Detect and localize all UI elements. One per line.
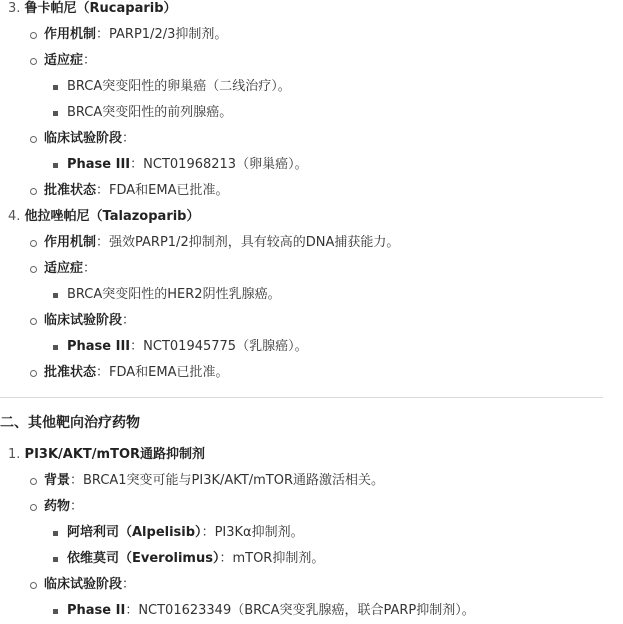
trial-phase-item — [67, 602, 475, 620]
trial-row — [44, 130, 135, 148]
list-item-pi3k-title — [8, 446, 205, 464]
trial-label: 临床试验阶段 — [44, 131, 123, 146]
indication-text: BRCA突变阳性的HER2阴性乳腺癌。 — [67, 287, 281, 302]
indication-label: 适应症 — [44, 261, 84, 276]
trial-label: 临床试验阶段 — [44, 313, 123, 328]
circle-bullet-icon — [30, 478, 37, 485]
circle-bullet-icon — [30, 266, 37, 273]
drugs-row — [44, 498, 83, 516]
approval-label: 批准状态 — [44, 365, 97, 380]
circle-bullet-icon — [30, 136, 37, 143]
drug-class-title: PI3K/AKT/mTOR通路抑制剂 — [24, 447, 206, 462]
mechanism-text: ：PARP1/2/3抑制剂。 — [96, 27, 228, 42]
background-row — [44, 472, 384, 490]
phase-text: ：NCT01968213（卵巢癌）。 — [130, 157, 308, 172]
indication-row — [44, 52, 96, 70]
square-bullet-icon — [53, 85, 58, 90]
indication-suffix: ： — [83, 53, 97, 68]
square-bullet-icon — [53, 609, 58, 614]
mechanism-row — [44, 234, 399, 252]
mechanism-text: ：强效PARP1/2抑制剂，具有较高的DNA捕获能力。 — [96, 235, 400, 250]
circle-bullet-icon — [30, 188, 37, 195]
drug-title: 鲁卡帕尼（Rucaparib） — [24, 1, 177, 16]
indication-row — [44, 260, 96, 278]
list-number: 1. — [8, 447, 21, 462]
background-text: ：BRCA1突变可能与PI3K/AKT/mTOR通路激活相关。 — [70, 473, 385, 488]
indication-text: BRCA突变阳性的卵巢癌（二线治疗）。 — [67, 79, 291, 94]
list-number: 3. — [8, 1, 21, 16]
drug-name: 依维莫司（Everolimus） — [67, 551, 220, 566]
approval-text: ：FDA和EMA已批准。 — [96, 365, 229, 380]
drug-title: 他拉唑帕尼（Talazoparib） — [24, 209, 200, 224]
mechanism-label: 作用机制 — [44, 27, 97, 42]
list-number: 4. — [8, 209, 21, 224]
indication-item — [67, 286, 281, 304]
section-divider — [0, 397, 603, 398]
circle-bullet-icon — [30, 370, 37, 377]
square-bullet-icon — [53, 293, 58, 298]
phase-label: Phase III — [67, 157, 131, 172]
circle-bullet-icon — [30, 240, 37, 247]
square-bullet-icon — [53, 163, 58, 168]
drug-desc: ：mTOR抑制剂。 — [219, 551, 325, 566]
circle-bullet-icon — [30, 58, 37, 65]
circle-bullet-icon — [30, 582, 37, 589]
indication-item — [67, 78, 291, 96]
phase-label: Phase II — [67, 603, 126, 618]
list-item-rucaparib-title — [8, 0, 177, 18]
trial-suffix: ： — [122, 577, 136, 592]
circle-bullet-icon — [30, 318, 37, 325]
square-bullet-icon — [53, 557, 58, 562]
trial-row — [44, 576, 135, 594]
approval-row — [44, 364, 229, 382]
mechanism-row — [44, 26, 227, 44]
approval-label: 批准状态 — [44, 183, 97, 198]
indication-suffix: ： — [83, 261, 97, 276]
drug-desc: ：PI3Kα抑制剂。 — [201, 525, 304, 540]
trial-phase-item — [67, 156, 308, 174]
section-heading: 二、其他靶向治疗药物 — [0, 415, 140, 431]
indication-text: BRCA突变阳性的前列腺癌。 — [67, 105, 233, 120]
indication-item — [67, 104, 232, 122]
drugs-label: 药物 — [44, 499, 71, 514]
square-bullet-icon — [53, 345, 58, 350]
phase-text: ：NCT01623349（BRCA突变乳腺癌，联合PARP抑制剂）。 — [125, 603, 475, 618]
phase-text: ：NCT01945775（乳腺癌）。 — [130, 339, 308, 354]
drugs-suffix: ： — [70, 499, 84, 514]
approval-row — [44, 182, 229, 200]
square-bullet-icon — [53, 531, 58, 536]
trial-phase-item — [67, 338, 308, 356]
indication-label: 适应症 — [44, 53, 84, 68]
square-bullet-icon — [53, 111, 58, 116]
circle-bullet-icon — [30, 32, 37, 39]
mechanism-label: 作用机制 — [44, 235, 97, 250]
background-label: 背景 — [44, 473, 71, 488]
list-item-talazoparib-title — [8, 208, 200, 226]
phase-label: Phase III — [67, 339, 131, 354]
trial-suffix: ： — [122, 313, 136, 328]
trial-label: 临床试验阶段 — [44, 577, 123, 592]
drug-item — [67, 524, 304, 542]
circle-bullet-icon — [30, 504, 37, 511]
drug-name: 阿培利司（Alpelisib） — [67, 525, 202, 540]
approval-text: ：FDA和EMA已批准。 — [96, 183, 229, 198]
trial-suffix: ： — [122, 131, 136, 146]
trial-row — [44, 312, 135, 330]
drug-item — [67, 550, 324, 568]
